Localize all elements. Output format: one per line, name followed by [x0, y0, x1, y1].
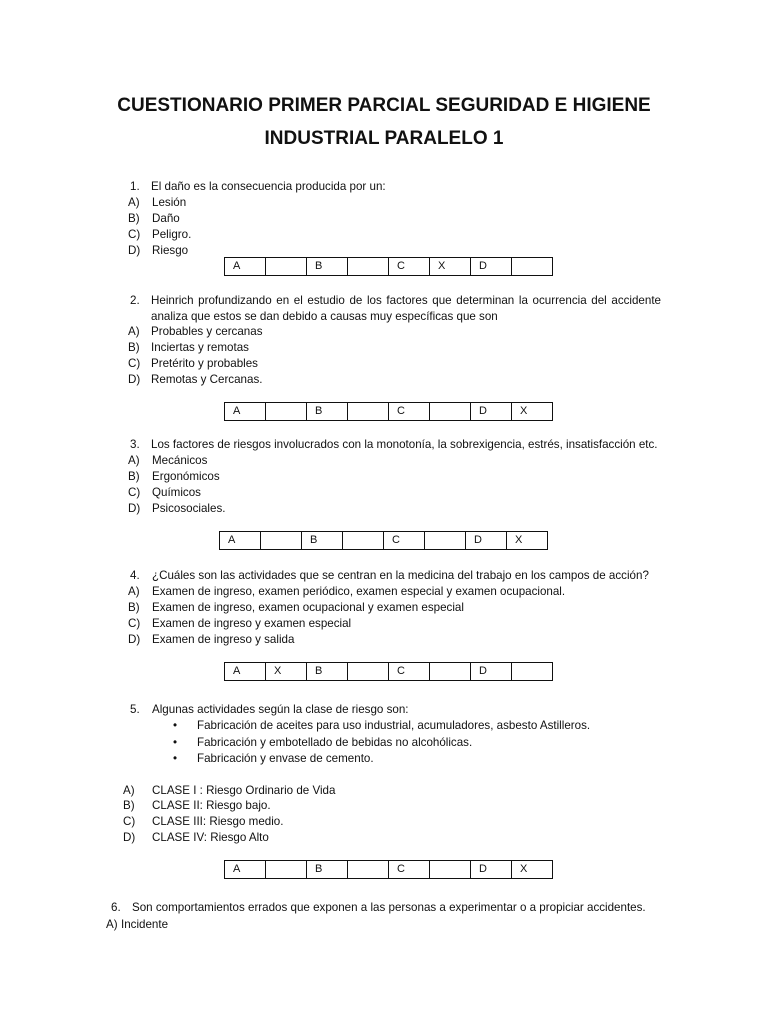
- answer-grid-4: [224, 662, 553, 681]
- answer-cell[interactable]: X: [430, 258, 471, 276]
- option-letter: D): [128, 244, 141, 257]
- option-letter: B): [128, 601, 140, 614]
- answer-cell[interactable]: [430, 403, 471, 421]
- answer-grid-1: [224, 257, 553, 276]
- question-text-line-2: analiza que estos se dan debido a causas muy específicas que son: [151, 310, 498, 323]
- option-text: Examen de ingreso y examen especial: [152, 617, 352, 630]
- answer-cell[interactable]: [512, 663, 553, 681]
- bullet-text: Fabricación y envase de cemento.: [197, 752, 374, 765]
- answer-cell[interactable]: B: [307, 663, 348, 681]
- option-text: Examen de ingreso, examen ocupacional y examen especial: [152, 601, 464, 614]
- answer-cell[interactable]: [261, 532, 302, 550]
- option-letter: D): [128, 373, 141, 386]
- option-text: Inciertas y remotas: [151, 341, 249, 354]
- option-text: Remotas y Cercanas.: [151, 373, 263, 386]
- option-text: Peligro.: [152, 228, 192, 241]
- bullet-icon: •: [173, 736, 178, 749]
- option-text: CLASE IV: Riesgo Alto: [152, 831, 269, 844]
- question-text: Los factores de riesgos involucrados con la monotonía, la sobrexigencia, estrés, insatisfacción etc.: [151, 438, 658, 451]
- option-letter: C): [123, 815, 136, 828]
- option-letter: D): [123, 831, 136, 844]
- option-text: Incidente: [121, 918, 169, 931]
- answer-cell[interactable]: D: [471, 258, 512, 276]
- answer-cell[interactable]: [348, 403, 389, 421]
- bullet-icon: •: [173, 719, 178, 732]
- answer-cell[interactable]: A: [225, 663, 266, 681]
- option-text: Probables y cercanas: [151, 325, 263, 338]
- option-letter: B): [128, 470, 140, 483]
- answer-cell[interactable]: A: [225, 258, 266, 276]
- option-text: Ergonómicos: [152, 470, 220, 483]
- option-text: Químicos: [152, 486, 201, 499]
- question-text: El daño es la consecuencia producida por un:: [151, 180, 386, 193]
- answer-cell[interactable]: C: [389, 861, 430, 879]
- answer-grid-3: [219, 531, 548, 550]
- answer-cell[interactable]: B: [307, 861, 348, 879]
- page-subtitle: [0, 127, 768, 151]
- option-text: Daño: [152, 212, 180, 225]
- question-number: 5.: [130, 703, 140, 716]
- title-line-1: CUESTIONARIO PRIMER PARCIAL SEGURIDAD E HIGIENE: [117, 95, 651, 116]
- answer-cell[interactable]: A: [225, 403, 266, 421]
- answer-cell[interactable]: [266, 403, 307, 421]
- answer-cell[interactable]: [343, 532, 384, 550]
- bullet-text: Fabricación y embotellado de bebidas no alcohólicas.: [197, 736, 473, 749]
- answer-cell[interactable]: C: [389, 258, 430, 276]
- answer-cell[interactable]: [266, 861, 307, 879]
- option-letter: A): [128, 585, 140, 598]
- option-letter: C): [128, 617, 141, 630]
- option-text: CLASE II: Riesgo bajo.: [152, 799, 271, 812]
- question-number: 2.: [130, 294, 140, 307]
- answer-cell[interactable]: A: [220, 532, 261, 550]
- answer-cell[interactable]: [266, 258, 307, 276]
- option-letter: A): [123, 784, 135, 797]
- option-text: Pretérito y probables: [151, 357, 258, 370]
- answer-cell[interactable]: D: [466, 532, 507, 550]
- answer-cell[interactable]: D: [471, 861, 512, 879]
- option-text: Mecánicos: [152, 454, 208, 467]
- question-number: 6.: [111, 901, 121, 914]
- question-text: ¿Cuáles son las actividades que se centran en la medicina del trabajo en los campos de acción?: [152, 569, 649, 582]
- answer-cell[interactable]: [348, 861, 389, 879]
- answer-cell[interactable]: C: [384, 532, 425, 550]
- question-number: 1.: [130, 180, 140, 193]
- answer-cell[interactable]: [430, 663, 471, 681]
- answer-cell[interactable]: [425, 532, 466, 550]
- option-letter: B): [123, 799, 135, 812]
- answer-cell[interactable]: B: [307, 403, 348, 421]
- answer-grid-5: [224, 860, 553, 879]
- option-text: CLASE III: Riesgo medio.: [152, 815, 284, 828]
- option-letter: B): [128, 212, 140, 225]
- answer-cell[interactable]: X: [507, 532, 548, 550]
- title-line-2: INDUSTRIAL PARALELO 1: [264, 128, 504, 149]
- answer-cell[interactable]: [348, 258, 389, 276]
- answer-cell[interactable]: X: [512, 861, 553, 879]
- question-text: Algunas actividades según la clase de riesgo son:: [152, 703, 409, 716]
- option-letter: B): [128, 341, 140, 354]
- question-number: 4.: [130, 569, 140, 582]
- option-text: Riesgo: [152, 244, 189, 257]
- option-letter: C): [128, 486, 141, 499]
- answer-grid-2: [224, 402, 553, 421]
- answer-cell[interactable]: [430, 861, 471, 879]
- option-letter: C): [128, 357, 141, 370]
- option-letter: A): [128, 454, 140, 467]
- option-letter: A): [106, 918, 118, 931]
- option-letter: D): [128, 633, 141, 646]
- option-text: Examen de ingreso, examen periódico, examen especial y examen ocupacional.: [152, 585, 566, 598]
- question-text-line-1: Heinrich profundizando en el estudio de los factores que determinan la ocurrencia del accidente: [151, 294, 661, 307]
- option-text: CLASE I : Riesgo Ordinario de Vida: [152, 784, 336, 797]
- bullet-icon: •: [173, 752, 178, 765]
- answer-cell[interactable]: D: [471, 663, 512, 681]
- option-letter: C): [128, 228, 141, 241]
- option-text: Psicosociales.: [152, 502, 226, 515]
- option-text: Lesión: [152, 196, 187, 209]
- bullet-text: Fabricación de aceites para uso industrial, acumuladores, asbesto Astilleros.: [197, 719, 591, 732]
- option-letter: D): [128, 502, 141, 515]
- answer-cell[interactable]: C: [389, 403, 430, 421]
- option-letter: A): [128, 325, 140, 338]
- page-title: [0, 94, 768, 118]
- answer-cell[interactable]: B: [307, 258, 348, 276]
- question-text: Son comportamientos errados que exponen a las personas a experimentar o a propiciar accidentes.: [132, 901, 646, 914]
- answer-cell[interactable]: D: [471, 403, 512, 421]
- answer-cell[interactable]: [348, 663, 389, 681]
- answer-cell[interactable]: C: [389, 663, 430, 681]
- question-number: 3.: [130, 438, 140, 451]
- answer-cell[interactable]: A: [225, 861, 266, 879]
- option-letter: A): [128, 196, 140, 209]
- answer-cell[interactable]: X: [266, 663, 307, 681]
- option-text: Examen de ingreso y salida: [152, 633, 295, 646]
- answer-cell[interactable]: X: [512, 403, 553, 421]
- answer-cell[interactable]: [512, 258, 553, 276]
- answer-cell[interactable]: B: [302, 532, 343, 550]
